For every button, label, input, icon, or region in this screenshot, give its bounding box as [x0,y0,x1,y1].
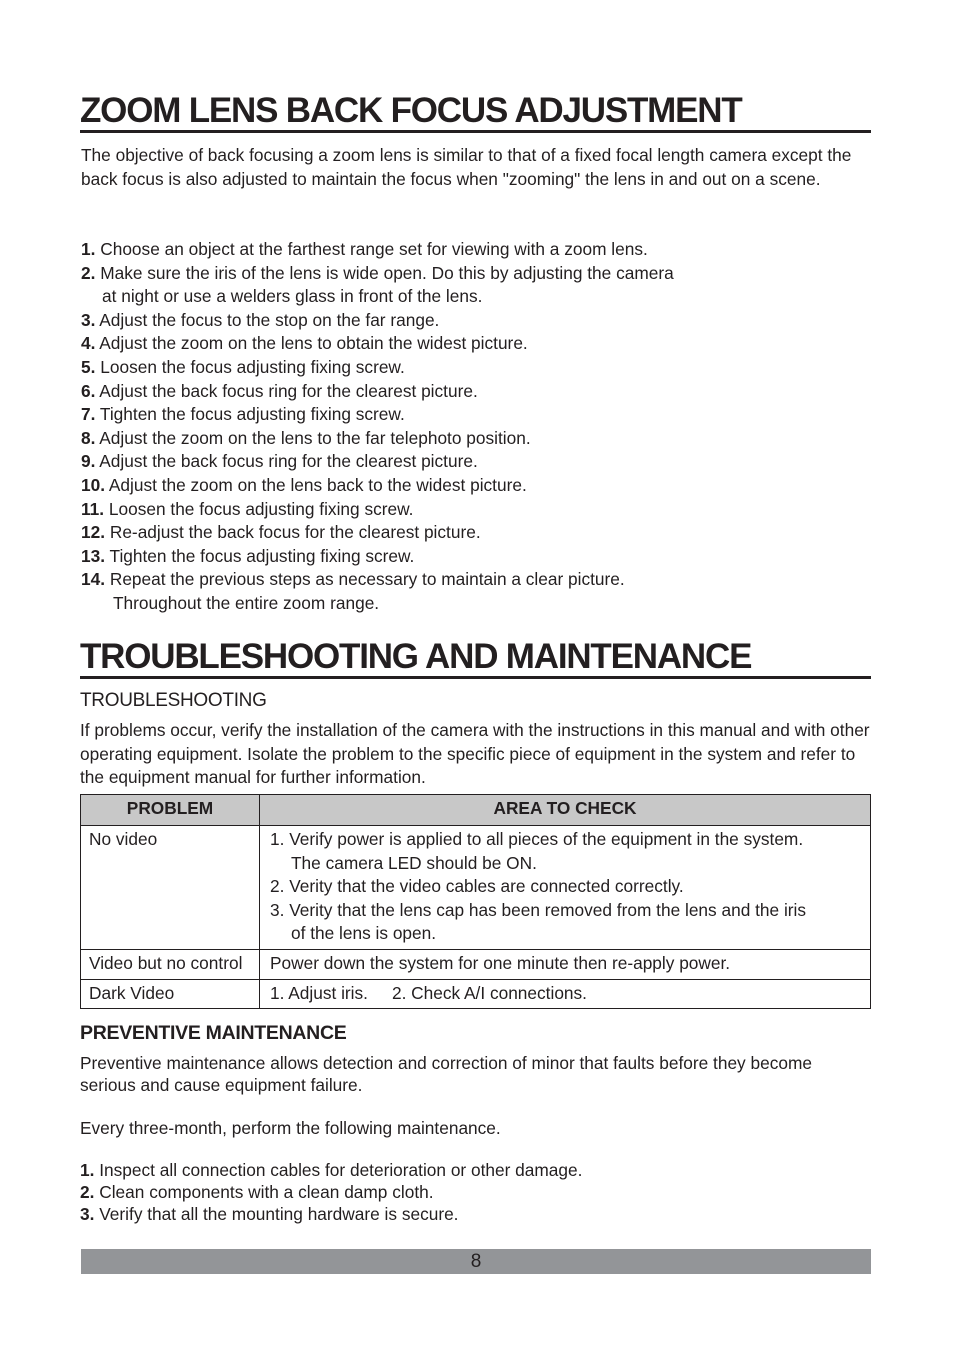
section-title-troubleshooting: TROUBLESHOOTING AND MAINTENANCE [80,638,871,679]
footer-bar [81,1249,871,1274]
list-item: 12. Re-adjust the back focus for the clearest picture. [81,522,481,543]
check-cell: Power down the system for one minute then re-apply power. [260,949,871,979]
problem-cell: No video [81,826,260,950]
list-item: 3. Verity that the lens cap has been removed from the lens and the iris of the lens is open. [270,899,807,944]
list-item: 13. Tighten the focus adjusting fixing screw. [81,545,415,566]
troubleshooting-paragraph: If problems occur, verify the installation of the camera with the instructions in this manual and with other operating equipment. Isolate the problem to the specific piece of equipment in the system and refer to the equipment manual for further information. [80,720,870,788]
maintenance-steps-list [80,1160,860,1225]
list-item: 2. Verity that the video cables are connected correctly. [270,876,684,897]
list-item: 9. Adjust the back focus ring for the clearest picture. [81,451,478,472]
column-header-area-to-check: AREA TO CHECK [260,795,871,826]
page-number: 8 [470,1251,482,1272]
section-title-zoom-lens: ZOOM LENS BACK FOCUS ADJUSTMENT [80,92,871,133]
list-item: 6. Adjust the back focus ring for the clearest picture. [81,380,478,401]
table-row [81,979,871,1009]
check-cell [260,826,871,950]
column-header-problem: PROBLEM [81,795,260,826]
troubleshooting-subtitle: TROUBLESHOOTING [80,690,267,711]
list-item: 5. Loosen the focus adjusting fixing screw. [81,356,405,377]
list-item: 1. Inspect all connection cables for deterioration or other damage. [80,1160,583,1180]
list-item: 1. Choose an object at the farthest range set for viewing with a zoom lens. [81,239,648,259]
troubleshooting-table [80,794,871,1009]
zoom-intro-paragraph: The objective of back focusing a zoom lens is similar to that of a fixed focal length camera except the back focus is also adjusted to maintain the focus when "zooming" the lens in and out on a scene. [81,145,852,189]
list-item: 3. Verify that all the mounting hardware is secure. [80,1203,459,1224]
list-item: 1. Verify power is applied to all pieces of the equipment in the system. The camera LED should be ON. [270,829,804,873]
list-item: 3. Adjust the focus to the stop on the far range. [81,309,440,330]
table-row [81,826,871,950]
problem-cell: Dark Video [81,979,260,1009]
list-item: 10. Adjust the zoom on the lens back to the widest picture. [81,474,527,495]
list-item: 14. Repeat the previous steps as necessary to maintain a clear picture. Throughout the entire zoom range. [81,569,625,613]
table-header-row [81,795,871,826]
list-item: 8. Adjust the zoom on the lens to the far telephoto position. [81,427,531,448]
list-item: 2. Clean components with a clean damp cloth. [80,1181,434,1202]
check-cell: 1. Adjust iris. 2. Check A/I connections. [260,979,871,1009]
maintenance-schedule-paragraph: Every three-month, perform the following maintenance. [80,1118,501,1138]
list-item: 4. Adjust the zoom on the lens to obtain the widest picture. [81,333,528,354]
list-item: 11. Loosen the focus adjusting fixing screw. [81,498,414,519]
problem-cell: Video but no control [81,949,260,979]
preventive-maintenance-title: PREVENTIVE MAINTENANCE [80,1022,347,1044]
list-item: 7. Tighten the focus adjusting fixing screw. [81,404,405,425]
list-item: 2. Make sure the iris of the lens is wide open. Do this by adjusting the camera at night or use a welders glass in front of the lens. [81,262,674,307]
zoom-steps-list [81,238,881,616]
table-row [81,949,871,979]
preventive-maintenance-paragraph: Preventive maintenance allows detection and correction of minor that faults before they become serious and cause equipment failure. [80,1053,812,1095]
